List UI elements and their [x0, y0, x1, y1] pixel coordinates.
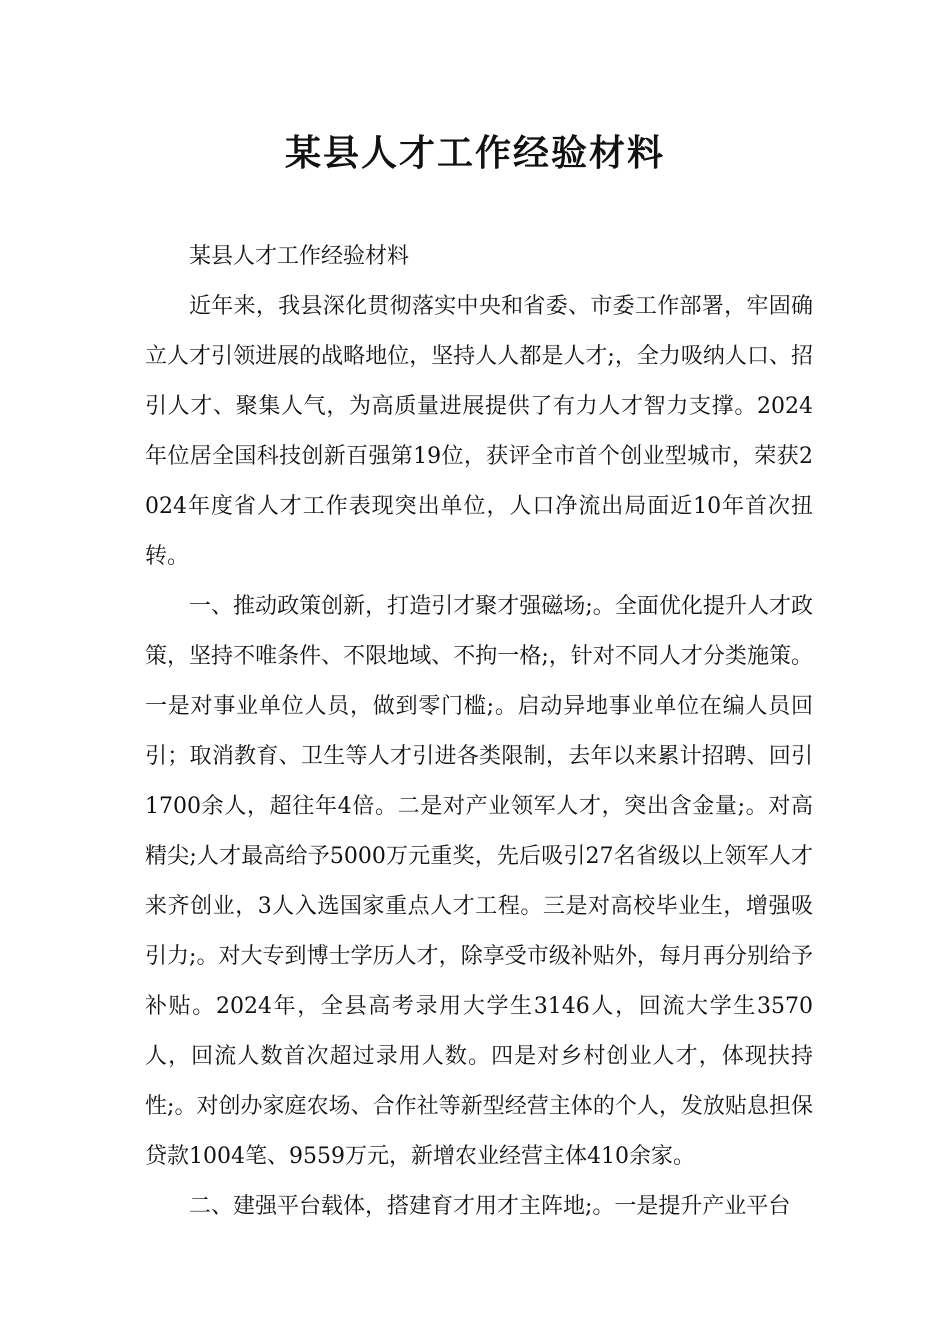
document-body	[145, 232, 813, 1232]
section-two-paragraph: 二、建强平台载体，搭建育才用才主阵地;。一是提升产业平台	[189, 1194, 791, 1219]
section-one-paragraph: 一、推动政策创新，打造引才聚才强磁场;。全面优化提升人才政策，坚持不唯条件、不限地域、不拘一格;，针对不同人才分类施策。一是对事业单位人员，做到零门槛;。启动异地事业单位在编人员回引；取消教育、卫生等人才引进各类限制，去年以来累计招聘、回引1700余人，超往年4倍。二是对产业领军人才，突出含金量;。对高精尖;人才最高给予5000万元重奖，先后吸引27名省级以上领军人才来齐创业，3人入选国家重点人才工程。三是对高校毕业生，增强吸引力;。对大专到博士学历人才，除享受市级补贴外，每月再分别给予补贴。2024年，全县高考录用大学生3146人，回流大学生3570人，回流人数首次超过录用人数。四是对乡村创业人才，体现扶持性;。对创办家庭农场、合作社等新型经营主体的个人，发放贴息担保贷款1004笔、9559万元，新增农业经营主体410余家。	[145, 594, 813, 1169]
subtitle-paragraph: 某县人才工作经验材料	[189, 244, 410, 269]
intro-paragraph: 近年来，我县深化贯彻落实中央和省委、市委工作部署，牢固确立人才引领进展的战略地位，坚持人人都是人才;，全力吸纳人口、招引人才、聚集人气，为高质量进展提供了有力人才智力支撑。2024年位居全国科技创新百强第19位，获评全市首个创业型城市，荣获2024年度省人才工作表现突出单位，人口净流出局面近10年首次扭转。	[145, 294, 813, 569]
document-title: 某县人才工作经验材料	[284, 133, 665, 174]
